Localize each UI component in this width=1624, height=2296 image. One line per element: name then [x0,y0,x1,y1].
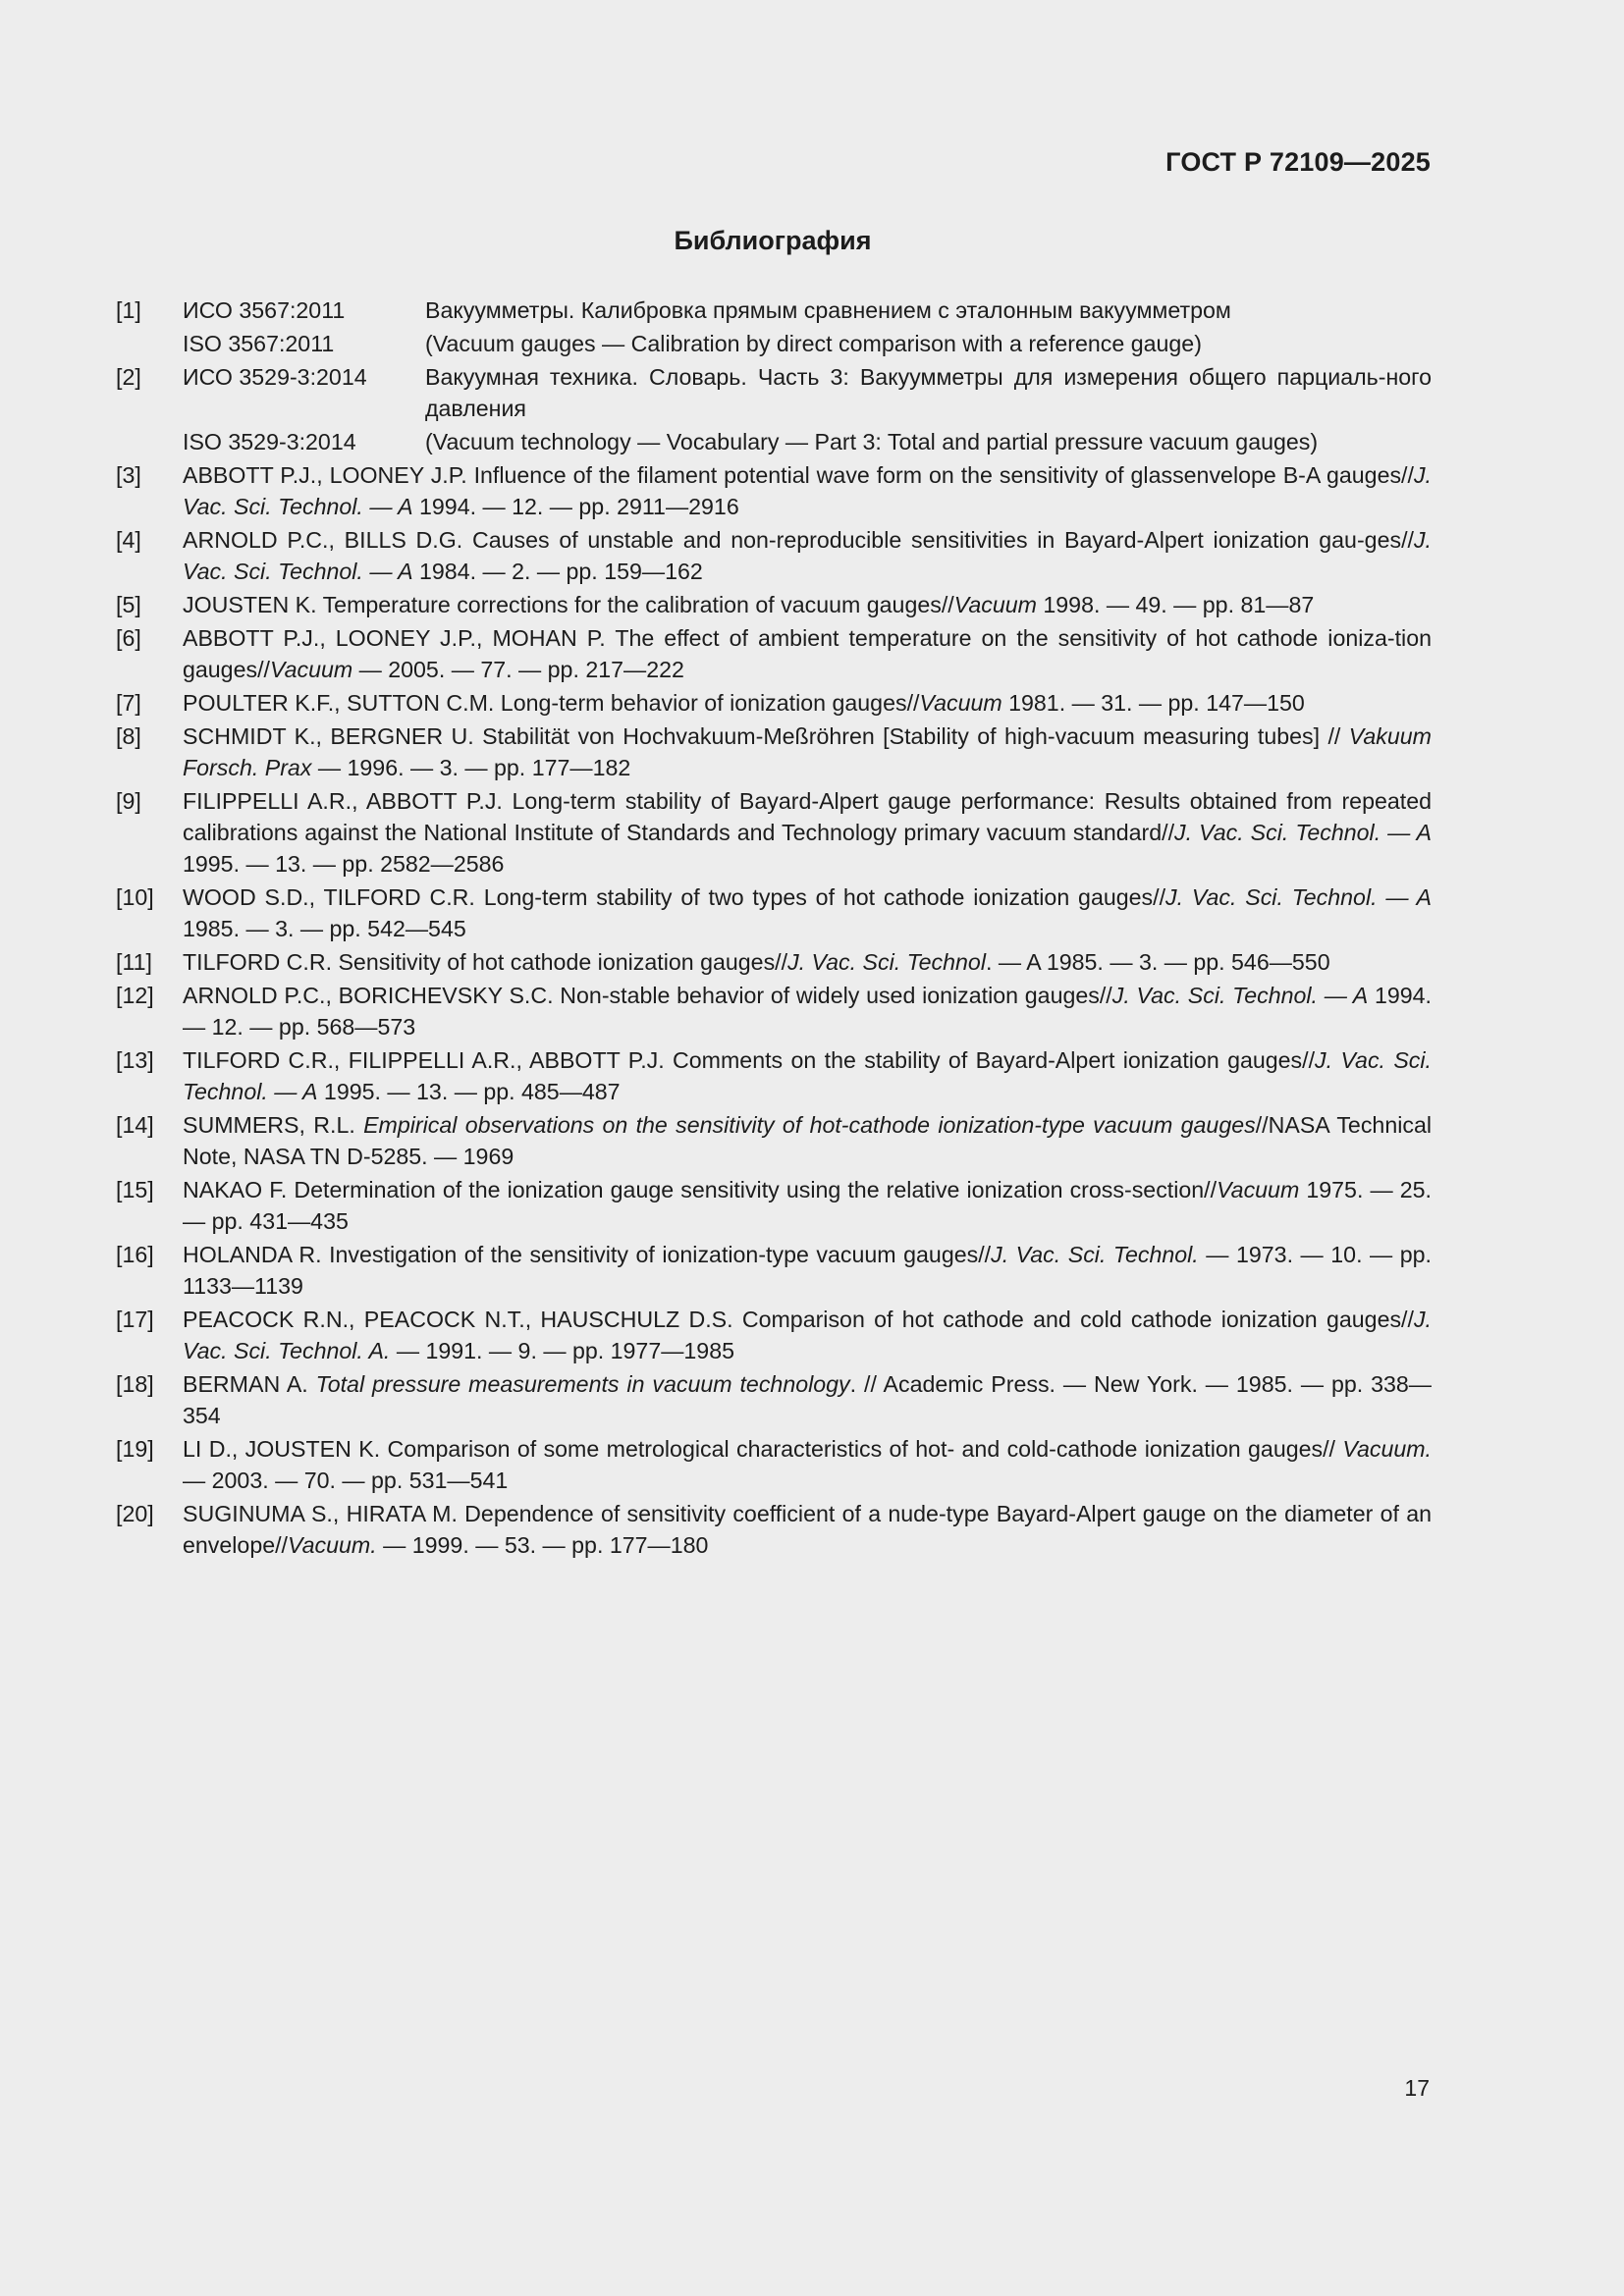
entry-details: 1998. — 49. — pp. 81—87 [1036,592,1315,617]
bibliography-entry-3 [116,459,1432,522]
entry-journal: J. Vac. Sci. Technol. A. [183,1307,1432,1363]
entry-journal: J. Vac. Sci. Technol [787,949,986,975]
entry-number: [2] [116,364,141,390]
bibliography-entry-2-en [183,426,1432,457]
bibliography-entry-1-en [183,328,1432,359]
standard-title-en: (Vacuum gauges — Calibration by direct comparison with a reference gauge) [425,331,1202,356]
entry-number: [3] [116,462,141,488]
entry-details: 1995. — 13. — pp. 485—487 [317,1079,621,1104]
bibliography-entry-1 [116,294,1432,326]
entry-number: [10] [116,884,154,910]
entry-text: BERMAN A. [183,1371,316,1397]
entry-journal: J. Vac. Sci. Technol. — A [1165,884,1432,910]
entry-journal: J. Vac. Sci. Technol. — A [1174,820,1432,845]
entry-text: FILIPPELLI A.R., ABBOTT P.J. Long-term stability of Bayard-Alpert gauge performance: Results obtained from repeated calibrations against the National Institute of Standards and Technology primary vacuum standard// [183,788,1432,845]
entry-text: PEACOCK R.N., PEACOCK N.T., HAUSCHULZ D.S. Comparison of hot cathode and cold cathode ionization gauges// [183,1307,1414,1332]
entry-text: SUMMERS, R.L. [183,1112,364,1138]
entry-details: 1995. — 13. — pp. 2582—2586 [183,851,505,877]
bibliography-entry-19 [116,1433,1432,1496]
entry-text: ABBOTT P.J., LOONEY J.P., MOHAN P. The effect of ambient temperature on the sensitivity of hot cathode ioniza-tion gauges// [183,625,1432,682]
entry-number: [14] [116,1112,154,1138]
entry-text: ABBOTT P.J., LOONEY J.P. Influence of the filament potential wave form on the sensitivity of glassenvelope B-A gauges// [183,462,1414,488]
entry-journal: Vacuum [1217,1177,1300,1202]
entry-journal: J. Vac. Sci. Technol. — A [183,462,1432,519]
entry-journal: Vacuum [953,592,1037,617]
entry-details: — 2003. — 70. — pp. 531—541 [183,1468,509,1493]
entry-journal: J. Vac. Sci. Technol. [991,1242,1199,1267]
entry-text: NAKAO F. Determination of the ionization gauge sensitivity using the relative ionization cross-section// [183,1177,1218,1202]
bibliography-entry-17 [116,1304,1432,1366]
section-title: Библиография [674,226,872,255]
standard-title-ru: Вакуумметры. Калибровка прямым сравнением с эталонным вакуумметром [425,297,1231,323]
entry-journal: J. Vac. Sci. Technol. — A [183,1047,1432,1104]
bibliography-entry-11 [116,946,1432,978]
bibliography-entry-9 [116,785,1432,880]
bibliography-entry-7 [116,687,1432,719]
bibliography-entry-20 [116,1498,1432,1561]
entry-details: 1994. — 12. — pp. 2911—2916 [412,494,739,519]
entry-number: [4] [116,527,141,553]
entry-text: JOUSTEN K. Temperature corrections for the calibration of vacuum gauges// [183,592,954,617]
entry-text: WOOD S.D., TILFORD C.R. Long-term stability of two types of hot cathode ionization gauges// [183,884,1166,910]
document-code: ГОСТ Р 72109—2025 [1165,147,1431,177]
entry-number: [1] [116,297,141,323]
entry-number: [13] [116,1047,154,1073]
entry-text: TILFORD C.R., FILIPPELLI A.R., ABBOTT P.J. Comments on the stability of Bayard-Alpert ionization gauges// [183,1047,1316,1073]
entry-number: [8] [116,723,141,749]
bibliography-entry-8 [116,721,1432,783]
entry-details: 1994. — 12. — pp. 568—573 [183,983,1432,1040]
entry-details: — 2005. — 77. — pp. 217—222 [352,657,684,682]
entry-journal: Empirical observations on the sensitivity of hot-cathode ionization-type vacuum gauges [363,1112,1256,1138]
standard-code-en: ISO 3529-3:2014 [183,429,356,454]
entry-number: [17] [116,1307,154,1332]
entry-text: LI D., JOUSTEN K. Comparison of some metrological characteristics of hot- and cold-cathode ionization gauges// [183,1436,1343,1462]
entry-text: SUGINUMA S., HIRATA M. Dependence of sensitivity coefficient of a nude-type Bayard-Alpert gauge on the diameter of an envelope// [183,1501,1432,1558]
entry-details: //NASA Technical Note, NASA TN D-5285. — 1969 [183,1112,1433,1169]
bibliography-entry-18 [116,1368,1432,1431]
bibliography-entry-5 [116,589,1432,620]
entry-number: [12] [116,983,154,1008]
entry-text: POULTER K.F., SUTTON C.M. Long-term behavior of ionization gauges// [183,690,920,716]
entry-number: [9] [116,788,141,814]
entry-number: [5] [116,592,141,617]
bibliography-entry-6 [116,622,1432,685]
entry-details: — 1991. — 9. — pp. 1977—1985 [390,1338,734,1363]
standard-code-ru: ИСО 3529-3:2014 [183,364,367,390]
entry-details: 1975. — 25. — pp. 431—435 [183,1177,1432,1234]
entry-details: — 1973. — 10. — pp. 1133—1139 [183,1242,1432,1299]
entry-journal: J. Vac. Sci. Technol. — A [183,527,1432,584]
bibliography-entry-2 [116,361,1432,424]
bibliography-list [116,294,1432,1563]
bibliography-entry-14 [116,1109,1432,1172]
standard-title-ru: Вакуумная техника. Словарь. Часть 3: Вакуумметры для измерения общего парциаль-ного давления [425,364,1432,421]
entry-number: [18] [116,1371,154,1397]
standard-code-ru: ИСО 3567:2011 [183,297,346,323]
entry-journal: Vacuum [919,690,1002,716]
entry-text: HOLANDA R. Investigation of the sensitivity of ionization-type vacuum gauges// [183,1242,992,1267]
entry-details: 1984. — 2. — pp. 159—162 [412,559,703,584]
bibliography-entry-13 [116,1044,1432,1107]
entry-text: ARNOLD P.C., BORICHEVSKY S.C. Non-stable behavior of widely used ionization gauges// [183,983,1112,1008]
entry-number: [16] [116,1242,154,1267]
entry-details: . — A 1985. — 3. — pp. 546—550 [985,949,1330,975]
entry-text: TILFORD C.R. Sensitivity of hot cathode ionization gauges// [183,949,788,975]
bibliography-entry-10 [116,881,1432,944]
entry-journal: Vakuum Forsch. Prax [183,723,1432,780]
bibliography-entry-15 [116,1174,1432,1237]
bibliography-entry-4 [116,524,1432,587]
entry-text: SCHMIDT K., BERGNER U. Stabilität von Hochvakuum-Meßröhren [Stability of high-vacuum measuring tubes] // [183,723,1349,749]
standard-code-en: ISO 3567:2011 [183,331,335,356]
entry-journal: Vacuum. [1342,1436,1432,1462]
entry-details: 1981. — 31. — pp. 147—150 [1001,690,1305,716]
bibliography-entry-16 [116,1239,1432,1302]
entry-details: . // Academic Press. — New York. — 1985. — pp. 338—354 [183,1371,1432,1428]
entry-number: [7] [116,690,141,716]
entry-details: 1985. — 3. — pp. 542—545 [183,916,466,941]
page-number: 17 [1404,2075,1430,2101]
entry-details: — 1999. — 53. — pp. 177—180 [376,1532,709,1558]
entry-details: — 1996. — 3. — pp. 177—182 [311,755,631,780]
entry-number: [20] [116,1501,154,1526]
entry-journal: Vacuum [269,657,353,682]
entry-number: [15] [116,1177,154,1202]
standard-title-en: (Vacuum technology — Vocabulary — Part 3: Total and partial pressure vacuum gauges) [425,429,1319,454]
entry-number: [6] [116,625,141,651]
entry-number: [19] [116,1436,154,1462]
entry-journal: Total pressure measurements in vacuum technology [315,1371,850,1397]
entry-number: [11] [116,949,152,975]
entry-text: ARNOLD P.C., BILLS D.G. Causes of unstable and non-reproducible sensitivities in Bayard-Alpert ionization gau-ges// [183,527,1414,553]
entry-journal: Vacuum. [288,1532,377,1558]
bibliography-entry-12 [116,980,1432,1042]
entry-journal: J. Vac. Sci. Technol. — A [1111,983,1369,1008]
